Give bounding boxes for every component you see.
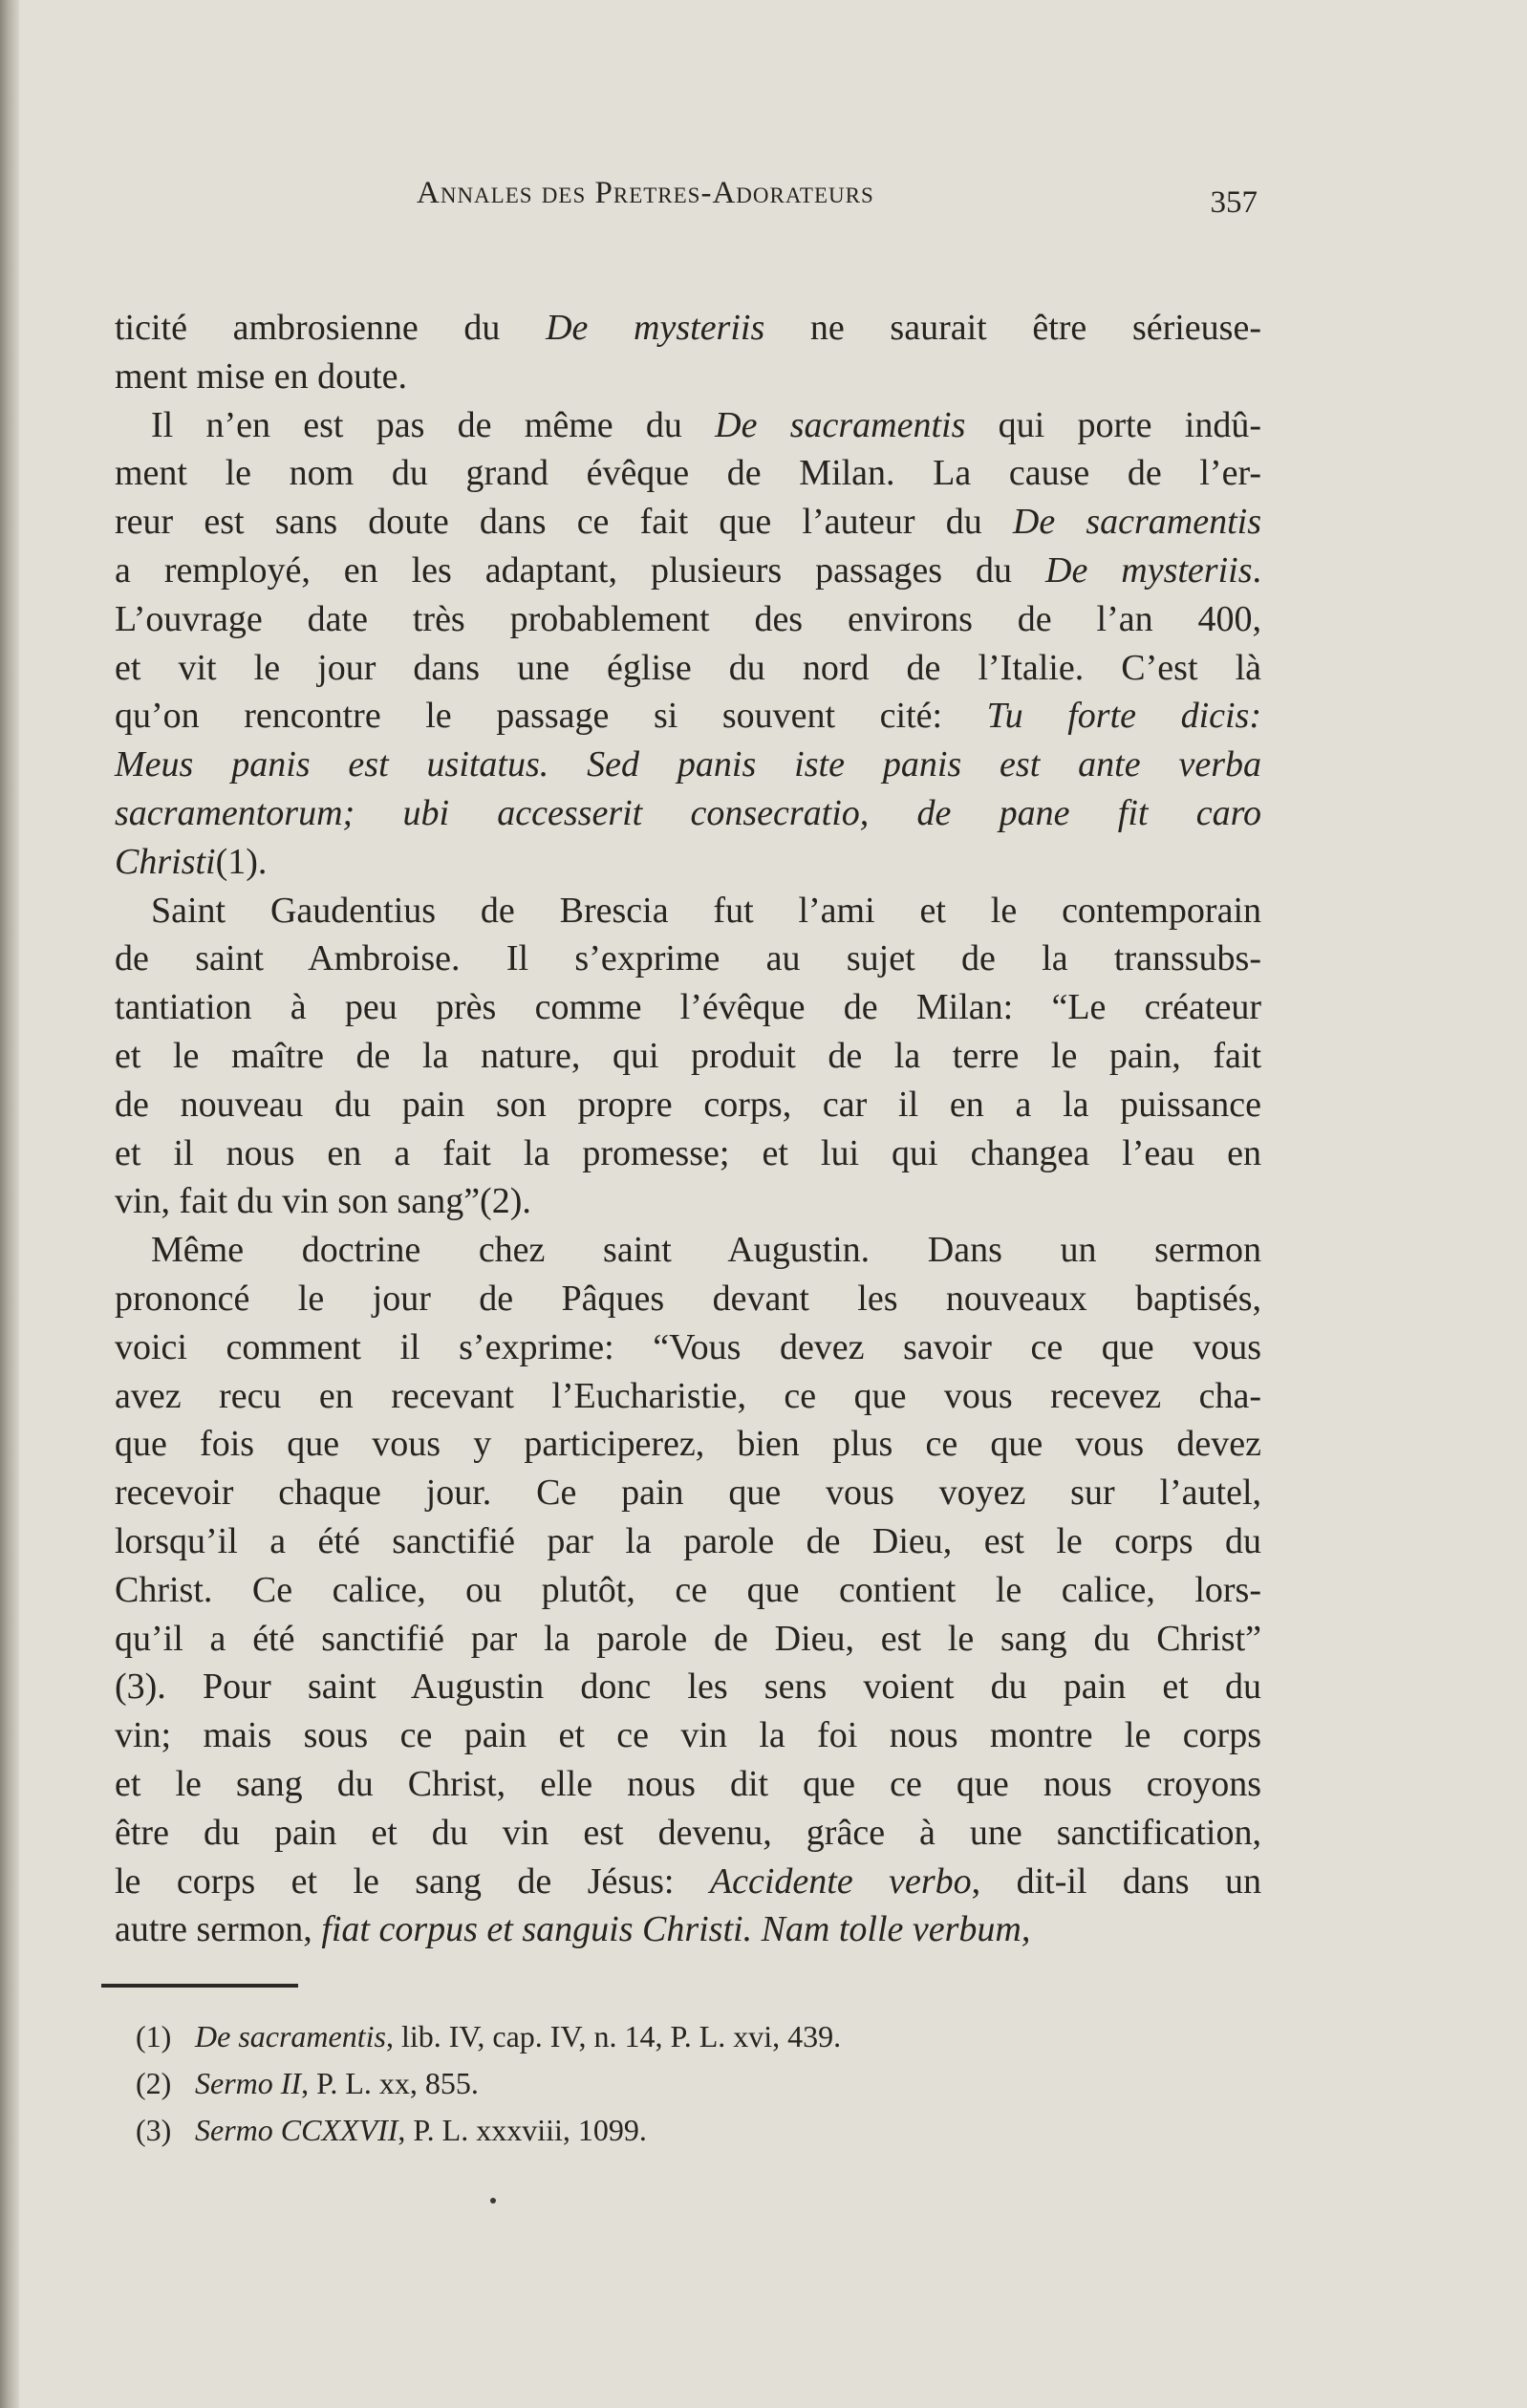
text-line <box>115 1711 1261 1760</box>
text-span: qui porte indû- <box>965 404 1262 445</box>
text-span: et il nous en a fait la promesse; et lui qui changea l’eau en <box>115 1132 1261 1173</box>
text-span: et le maître de la nature, qui produit de la terre le pain, fait <box>115 1035 1261 1076</box>
italic-text: Tu forte dicis: <box>986 696 1261 737</box>
running-head: Annales des Pretres-Adorateurs <box>417 176 874 210</box>
text-span: de saint Ambroise. Il s’exprime au sujet de la transsubs- <box>115 938 1261 979</box>
text-span: (3). Pour saint Augustin donc les sens voient du pain et du <box>115 1666 1261 1708</box>
text-span: que fois que vous y participerez, bien plus ce que vous devez <box>115 1424 1261 1465</box>
text-line <box>115 1566 1261 1615</box>
text-span: Il n’en est pas de même du <box>115 404 716 445</box>
italic-text: sacramentorum; ubi accesserit consecratio, de pane fit caro <box>115 792 1261 833</box>
footnote-reference: , P. L. xx, 855. <box>301 2066 479 2100</box>
footnote <box>136 2060 1091 2107</box>
text-line <box>115 547 1261 595</box>
footnote-number: (1) <box>136 2019 172 2053</box>
italic-text: De mysteriis <box>1045 549 1253 591</box>
text-line <box>115 1420 1261 1469</box>
text-span: tantiation à peu près comme l’évêque de Milan: “Le créateur <box>115 987 1261 1028</box>
body-text <box>115 304 1261 1954</box>
text-line <box>115 1760 1261 1809</box>
text-span: L’ouvrage date très probablement des environs de l’an 400, <box>115 598 1261 639</box>
italic-text: Christi <box>115 841 216 882</box>
text-line <box>115 1905 1261 1954</box>
footnote-reference: , lib. IV, cap. IV, n. 14, P. L. xvi, 439. <box>385 2019 842 2053</box>
italic-text: De sacramentis <box>715 404 966 445</box>
text-line <box>115 1615 1261 1664</box>
text-span: , dit-il dans un <box>971 1860 1262 1902</box>
footnote-title: De sacramentis <box>195 2019 386 2053</box>
text-line <box>115 1032 1261 1081</box>
footnote-rule <box>101 1984 298 1988</box>
text-span: Même doctrine chez saint Augustin. Dans un sermon <box>115 1230 1261 1271</box>
text-line <box>115 838 1261 887</box>
text-line <box>115 401 1261 450</box>
text-line <box>115 741 1261 789</box>
text-line <box>115 1177 1261 1226</box>
italic-text: fiat corpus et sanguis Christi. Nam tolle verbum, <box>321 1909 1031 1950</box>
text-line <box>115 1858 1261 1906</box>
italic-text: Accidente verbo <box>709 1860 972 1902</box>
footnote-number: (2) <box>136 2066 172 2100</box>
text-line <box>115 692 1261 741</box>
text-span: le corps et le sang de Jésus: <box>115 1860 710 1902</box>
text-span: Saint Gaudentius de Brescia fut l’ami et le contemporain <box>115 890 1261 931</box>
text-span: ment le nom du grand évêque de Milan. La cause de l’er- <box>115 453 1261 494</box>
text-line <box>115 1517 1261 1566</box>
text-span: ticité ambrosienne du <box>115 308 547 348</box>
text-line <box>115 449 1261 498</box>
text-line <box>115 644 1261 693</box>
text-span: a remployé, en les adaptant, plusieurs passages du <box>115 549 1046 591</box>
text-line <box>115 595 1261 644</box>
text-span: qu’on rencontre le passage si souvent cité: <box>115 696 987 737</box>
text-span: et vit le jour dans une église du nord de l’Italie. C’est là <box>115 647 1261 688</box>
text-line <box>115 887 1261 935</box>
text-line <box>115 1372 1261 1421</box>
text-line <box>115 498 1261 547</box>
text-span: (1). <box>215 841 268 882</box>
text-span: prononcé le jour de Pâques devant les nouveaux baptisés, <box>115 1278 1261 1319</box>
text-span: recevoir chaque jour. Ce pain que vous voyez sur l’autel, <box>115 1473 1261 1514</box>
footnote <box>136 2107 1091 2154</box>
text-line <box>115 983 1261 1032</box>
text-span: lorsqu’il a été sanctifié par la parole de Dieu, est le corps du <box>115 1520 1261 1561</box>
footnote-reference: , P. L. xxxviii, 1099. <box>398 2113 647 2147</box>
text-span: vin, fait du vin son sang”(2). <box>115 1181 531 1222</box>
footnote-number: (3) <box>136 2113 172 2147</box>
text-line <box>115 353 1261 401</box>
text-span: Christ. Ce calice, ou plutôt, ce que contient le calice, lors- <box>115 1569 1261 1610</box>
text-line <box>115 1809 1261 1858</box>
text-span: ne saurait être sérieuse- <box>764 308 1261 348</box>
text-line <box>115 1663 1261 1711</box>
italic-text: Meus panis est usitatus. Sed panis iste panis est ante verba <box>115 744 1261 785</box>
footnotes <box>136 2013 1091 2154</box>
text-span: ment mise en doute. <box>115 355 408 397</box>
italic-text: De mysteriis <box>546 308 765 348</box>
text-span: . <box>1252 549 1261 591</box>
text-line <box>115 789 1261 838</box>
text-line <box>115 1226 1261 1275</box>
footnote-title: Sermo II <box>195 2066 302 2100</box>
page-number: 357 <box>1210 185 1258 220</box>
text-line <box>115 304 1261 353</box>
text-line <box>115 1081 1261 1129</box>
text-span: reur est sans doute dans ce fait que l’auteur du <box>115 502 1013 543</box>
text-line <box>115 1129 1261 1178</box>
text-line <box>115 1323 1261 1372</box>
footnote <box>136 2013 1091 2060</box>
text-line <box>115 935 1261 983</box>
paper-speck <box>490 2198 496 2204</box>
text-span: de nouveau du pain son propre corps, car il en a la puissance <box>115 1084 1261 1125</box>
page-header <box>417 176 1258 233</box>
text-span: avez recu en recevant l’Eucharistie, ce que vous recevez cha- <box>115 1375 1261 1416</box>
text-line <box>115 1469 1261 1517</box>
footnote-title: Sermo CCXXVII <box>195 2113 398 2147</box>
text-span: et le sang du Christ, elle nous dit que ce que nous croyons <box>115 1763 1261 1804</box>
text-span: voici comment il s’exprime: “Vous devez savoir ce que vous <box>115 1326 1261 1367</box>
text-span: autre sermon, <box>115 1909 322 1950</box>
italic-text: De sacramentis <box>1012 502 1261 543</box>
text-span: être du pain et du vin est devenu, grâce à une sanctification, <box>115 1812 1261 1853</box>
text-span: qu’il a été sanctifié par la parole de Dieu, est le sang du Christ” <box>115 1618 1261 1659</box>
text-line <box>115 1275 1261 1323</box>
text-span: vin; mais sous ce pain et ce vin la foi nous montre le corps <box>115 1715 1261 1756</box>
page-binding-edge <box>0 0 19 2408</box>
